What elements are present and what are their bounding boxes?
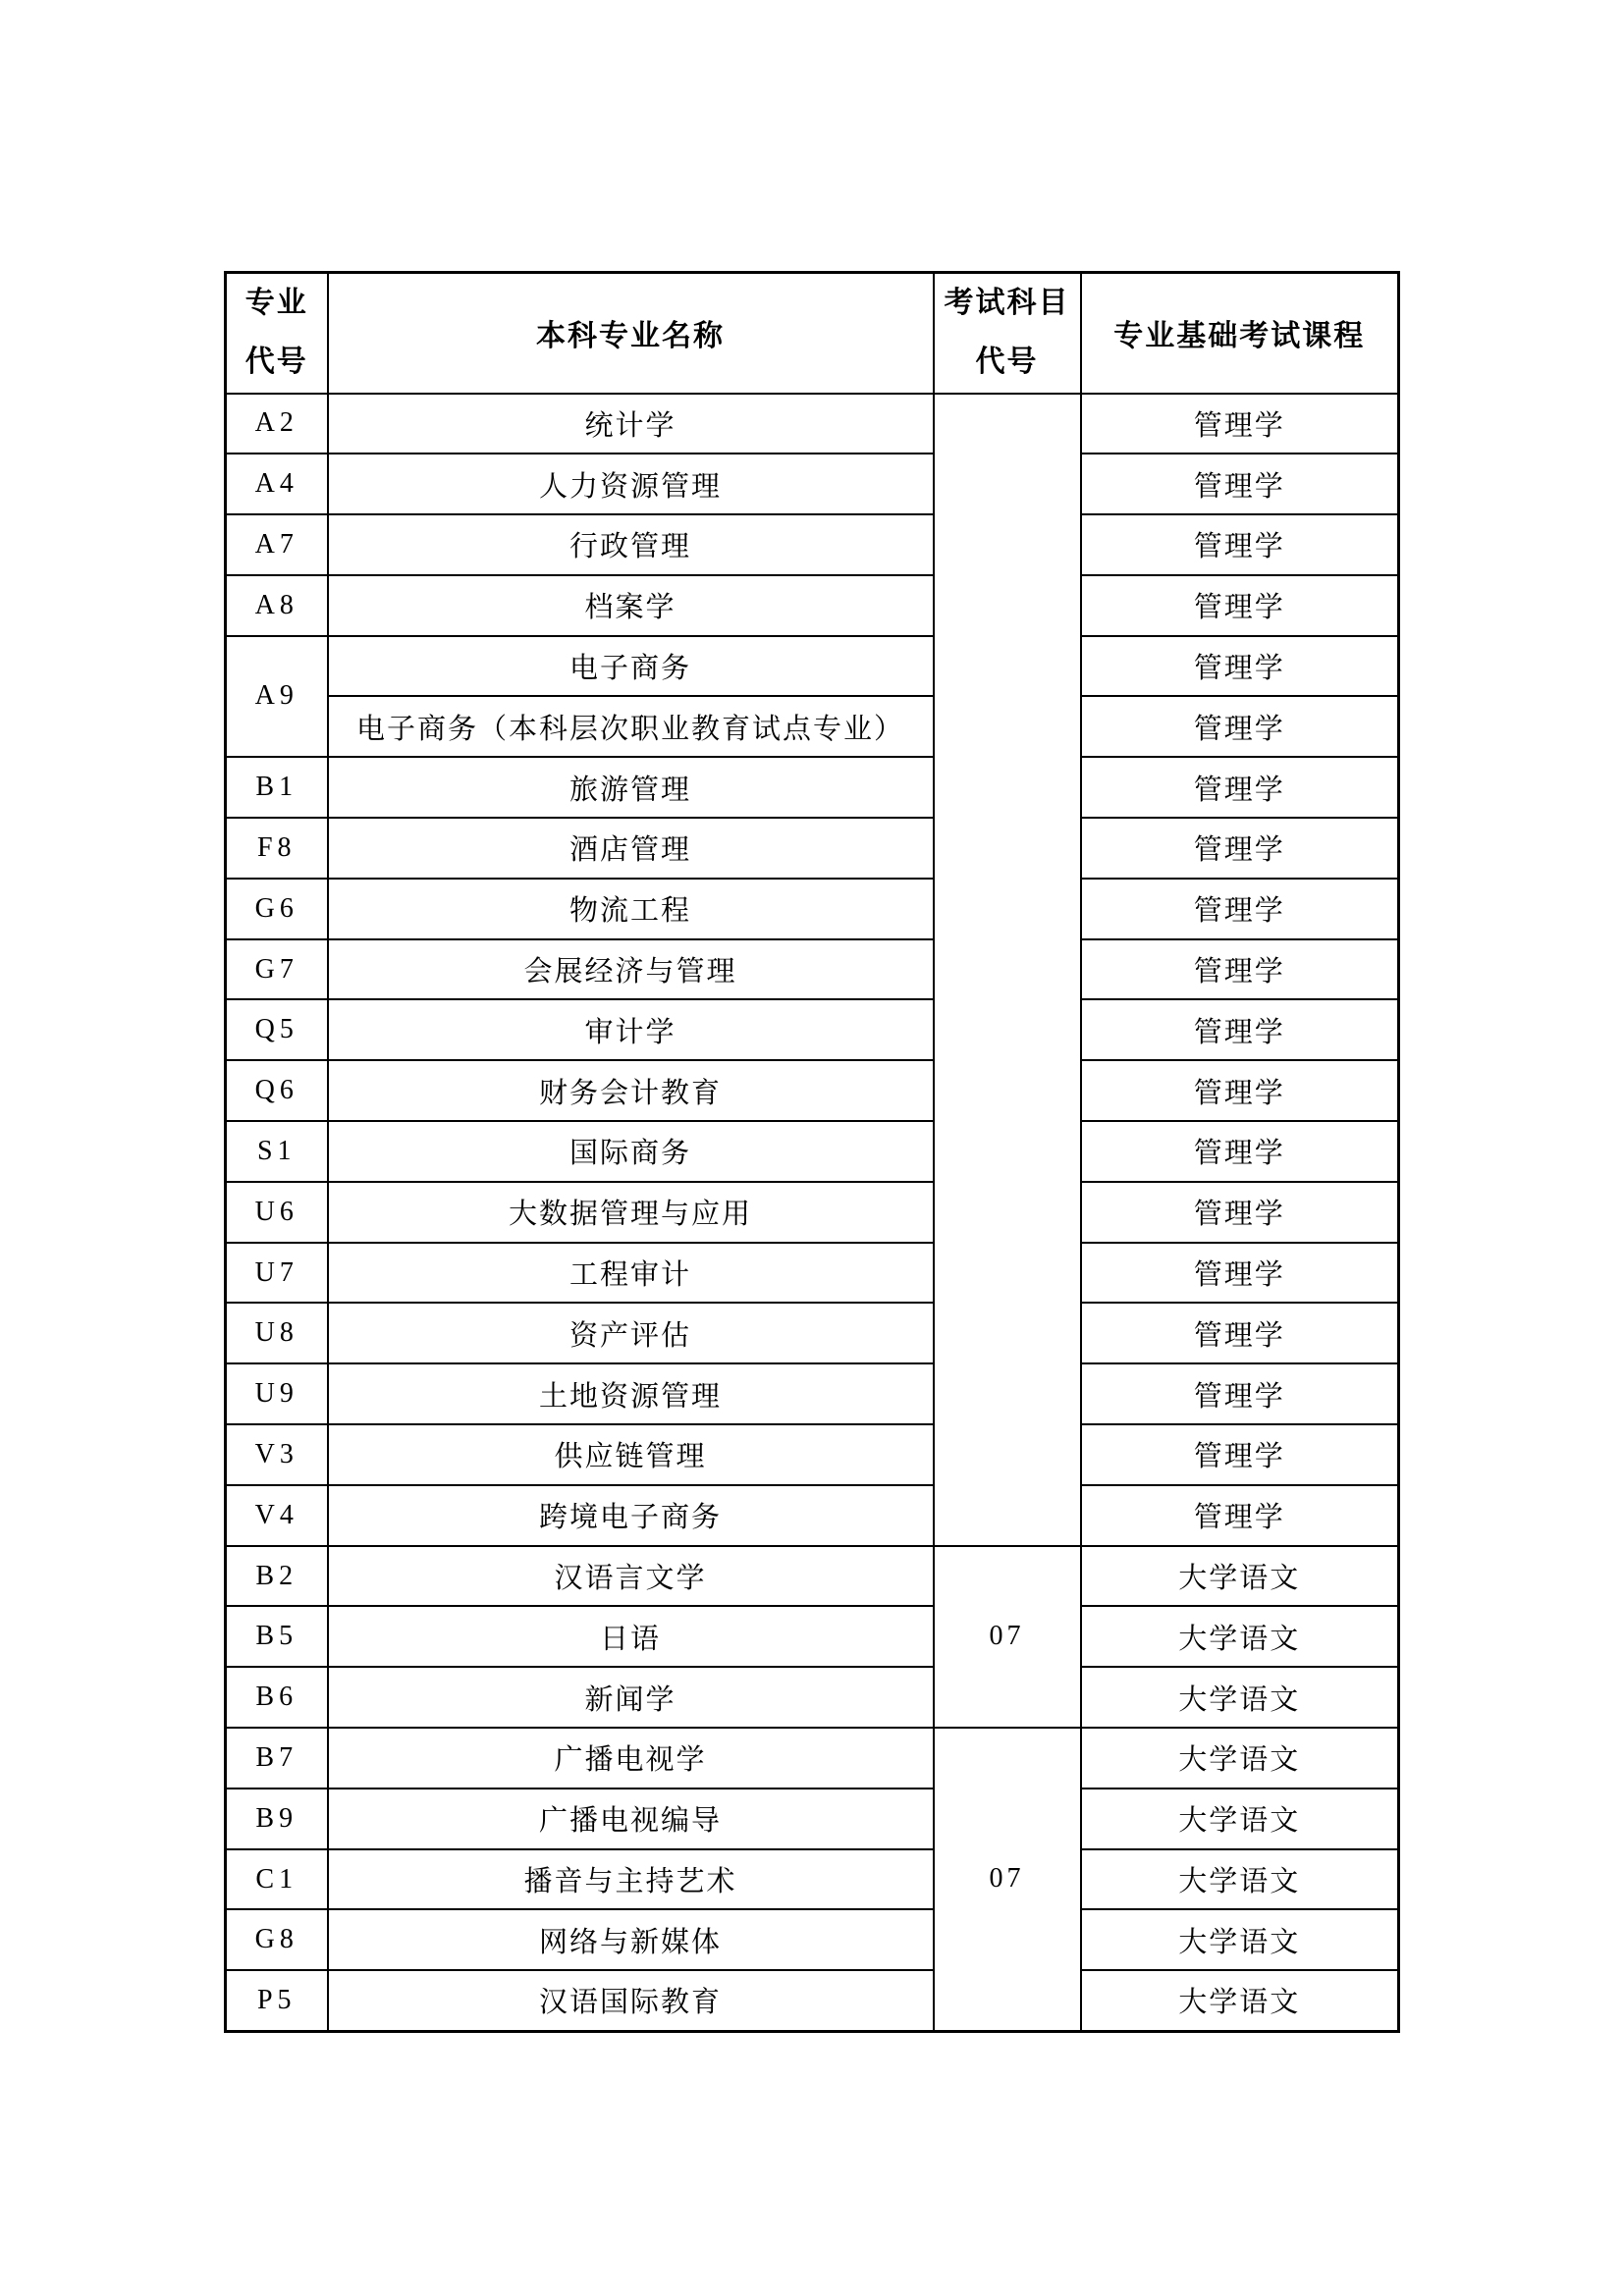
basic-course-cell: 大学语文 xyxy=(1081,1606,1399,1667)
table-row xyxy=(226,1303,1399,1363)
major-code-cell: Q6 xyxy=(226,1060,328,1121)
major-name-cell: 物流工程 xyxy=(328,879,934,939)
table-row xyxy=(226,575,1399,636)
basic-course-cell: 大学语文 xyxy=(1081,1909,1399,1970)
basic-course-cell: 大学语文 xyxy=(1081,1849,1399,1910)
table-row xyxy=(226,818,1399,879)
basic-course-cell: 管理学 xyxy=(1081,1485,1399,1546)
table-row xyxy=(226,879,1399,939)
major-name-cell: 行政管理 xyxy=(328,514,934,575)
table-row xyxy=(226,1485,1399,1546)
basic-course-cell: 管理学 xyxy=(1081,1060,1399,1121)
exam-subject-code-cell: 07 xyxy=(934,1728,1081,2031)
basic-course-cell: 管理学 xyxy=(1081,1121,1399,1182)
major-code-cell: A7 xyxy=(226,514,328,575)
header-major-code-line2: 代号 xyxy=(244,346,308,379)
major-code-cell: B2 xyxy=(226,1546,328,1607)
major-code-cell: U7 xyxy=(226,1243,328,1304)
table-row xyxy=(226,454,1399,514)
major-code-cell: G7 xyxy=(226,939,328,1000)
table-row xyxy=(226,1606,1399,1667)
table-row xyxy=(226,757,1399,818)
table-header xyxy=(226,273,1399,394)
table-row xyxy=(226,1182,1399,1243)
basic-course-cell: 大学语文 xyxy=(1081,1546,1399,1607)
major-name-cell: 大数据管理与应用 xyxy=(328,1182,934,1243)
major-code-cell: B9 xyxy=(226,1789,328,1849)
major-name-cell: 资产评估 xyxy=(328,1303,934,1363)
table-row xyxy=(226,1243,1399,1304)
major-code-cell: B1 xyxy=(226,757,328,818)
table-body xyxy=(226,394,1399,2032)
basic-course-cell: 管理学 xyxy=(1081,757,1399,818)
basic-course-cell: 管理学 xyxy=(1081,1363,1399,1424)
basic-course-cell: 管理学 xyxy=(1081,879,1399,939)
basic-course-cell: 大学语文 xyxy=(1081,1728,1399,1789)
major-code-cell: B5 xyxy=(226,1606,328,1667)
majors-exam-table xyxy=(224,271,1400,2033)
table-row xyxy=(226,1363,1399,1424)
major-name-cell: 汉语国际教育 xyxy=(328,1970,934,2031)
major-code-cell: G8 xyxy=(226,1909,328,1970)
table-row xyxy=(226,636,1399,697)
basic-course-cell: 管理学 xyxy=(1081,394,1399,454)
major-code-cell: U8 xyxy=(226,1303,328,1363)
major-code-cell: P5 xyxy=(226,1970,328,2031)
table-row xyxy=(226,1424,1399,1485)
major-name-cell: 酒店管理 xyxy=(328,818,934,879)
major-code-cell: G6 xyxy=(226,879,328,939)
header-row xyxy=(226,273,1399,394)
table-row xyxy=(226,1789,1399,1849)
major-name-cell: 电子商务（本科层次职业教育试点专业） xyxy=(328,696,934,757)
major-name-cell: 国际商务 xyxy=(328,1121,934,1182)
table-row xyxy=(226,1060,1399,1121)
major-code-cell: A9 xyxy=(226,636,328,758)
header-exam-code-line1: 考试科目 xyxy=(944,287,1070,320)
table-row xyxy=(226,1546,1399,1607)
major-code-cell: Q5 xyxy=(226,999,328,1060)
header-major-name: 本科专业名称 xyxy=(328,273,934,394)
major-code-cell: F8 xyxy=(226,818,328,879)
basic-course-cell: 大学语文 xyxy=(1081,1667,1399,1728)
major-name-cell: 供应链管理 xyxy=(328,1424,934,1485)
header-exam-code-line2: 代号 xyxy=(975,346,1039,379)
basic-course-cell: 管理学 xyxy=(1081,454,1399,514)
major-code-cell: V4 xyxy=(226,1485,328,1546)
major-name-cell: 人力资源管理 xyxy=(328,454,934,514)
major-code-cell: A4 xyxy=(226,454,328,514)
basic-course-cell: 管理学 xyxy=(1081,818,1399,879)
basic-course-cell: 大学语文 xyxy=(1081,1970,1399,2031)
exam-subject-code-cell: 07 xyxy=(934,1546,1081,1728)
major-name-cell: 跨境电子商务 xyxy=(328,1485,934,1546)
table-row xyxy=(226,999,1399,1060)
major-name-cell: 土地资源管理 xyxy=(328,1363,934,1424)
basic-course-cell: 管理学 xyxy=(1081,696,1399,757)
major-name-cell: 档案学 xyxy=(328,575,934,636)
major-name-cell: 财务会计教育 xyxy=(328,1060,934,1121)
major-code-cell: V3 xyxy=(226,1424,328,1485)
major-name-cell: 电子商务 xyxy=(328,636,934,697)
table-row xyxy=(226,394,1399,454)
major-code-cell: B6 xyxy=(226,1667,328,1728)
basic-course-cell: 大学语文 xyxy=(1081,1789,1399,1849)
major-name-cell: 会展经济与管理 xyxy=(328,939,934,1000)
header-exam-subject-code xyxy=(934,273,1081,394)
major-name-cell: 广播电视编导 xyxy=(328,1789,934,1849)
exam-subject-code-cell xyxy=(934,394,1081,1546)
basic-course-cell: 管理学 xyxy=(1081,1182,1399,1243)
basic-course-cell: 管理学 xyxy=(1081,999,1399,1060)
major-code-cell: B7 xyxy=(226,1728,328,1789)
major-code-cell: S1 xyxy=(226,1121,328,1182)
major-name-cell: 播音与主持艺术 xyxy=(328,1849,934,1910)
major-code-cell: A2 xyxy=(226,394,328,454)
major-code-cell: A8 xyxy=(226,575,328,636)
table-row xyxy=(226,1121,1399,1182)
header-major-code xyxy=(226,273,328,394)
basic-course-cell: 管理学 xyxy=(1081,514,1399,575)
basic-course-cell: 管理学 xyxy=(1081,636,1399,697)
major-name-cell: 日语 xyxy=(328,1606,934,1667)
table-row xyxy=(226,1909,1399,1970)
major-name-cell: 旅游管理 xyxy=(328,757,934,818)
table-row xyxy=(226,1849,1399,1910)
major-name-cell: 工程审计 xyxy=(328,1243,934,1304)
major-name-cell: 统计学 xyxy=(328,394,934,454)
header-basic-course: 专业基础考试课程 xyxy=(1081,273,1399,394)
table-row xyxy=(226,1728,1399,1789)
major-code-cell: U6 xyxy=(226,1182,328,1243)
major-name-cell: 网络与新媒体 xyxy=(328,1909,934,1970)
basic-course-cell: 管理学 xyxy=(1081,939,1399,1000)
table-row xyxy=(226,696,1399,757)
major-code-cell: U9 xyxy=(226,1363,328,1424)
basic-course-cell: 管理学 xyxy=(1081,1243,1399,1304)
major-name-cell: 审计学 xyxy=(328,999,934,1060)
major-code-cell: C1 xyxy=(226,1849,328,1910)
major-name-cell: 汉语言文学 xyxy=(328,1546,934,1607)
basic-course-cell: 管理学 xyxy=(1081,1424,1399,1485)
header-major-code-line1: 专业 xyxy=(244,287,308,320)
table-row xyxy=(226,1970,1399,2031)
table-row xyxy=(226,1667,1399,1728)
basic-course-cell: 管理学 xyxy=(1081,575,1399,636)
table-row xyxy=(226,514,1399,575)
table-row xyxy=(226,939,1399,1000)
major-name-cell: 广播电视学 xyxy=(328,1728,934,1789)
major-name-cell: 新闻学 xyxy=(328,1667,934,1728)
basic-course-cell: 管理学 xyxy=(1081,1303,1399,1363)
